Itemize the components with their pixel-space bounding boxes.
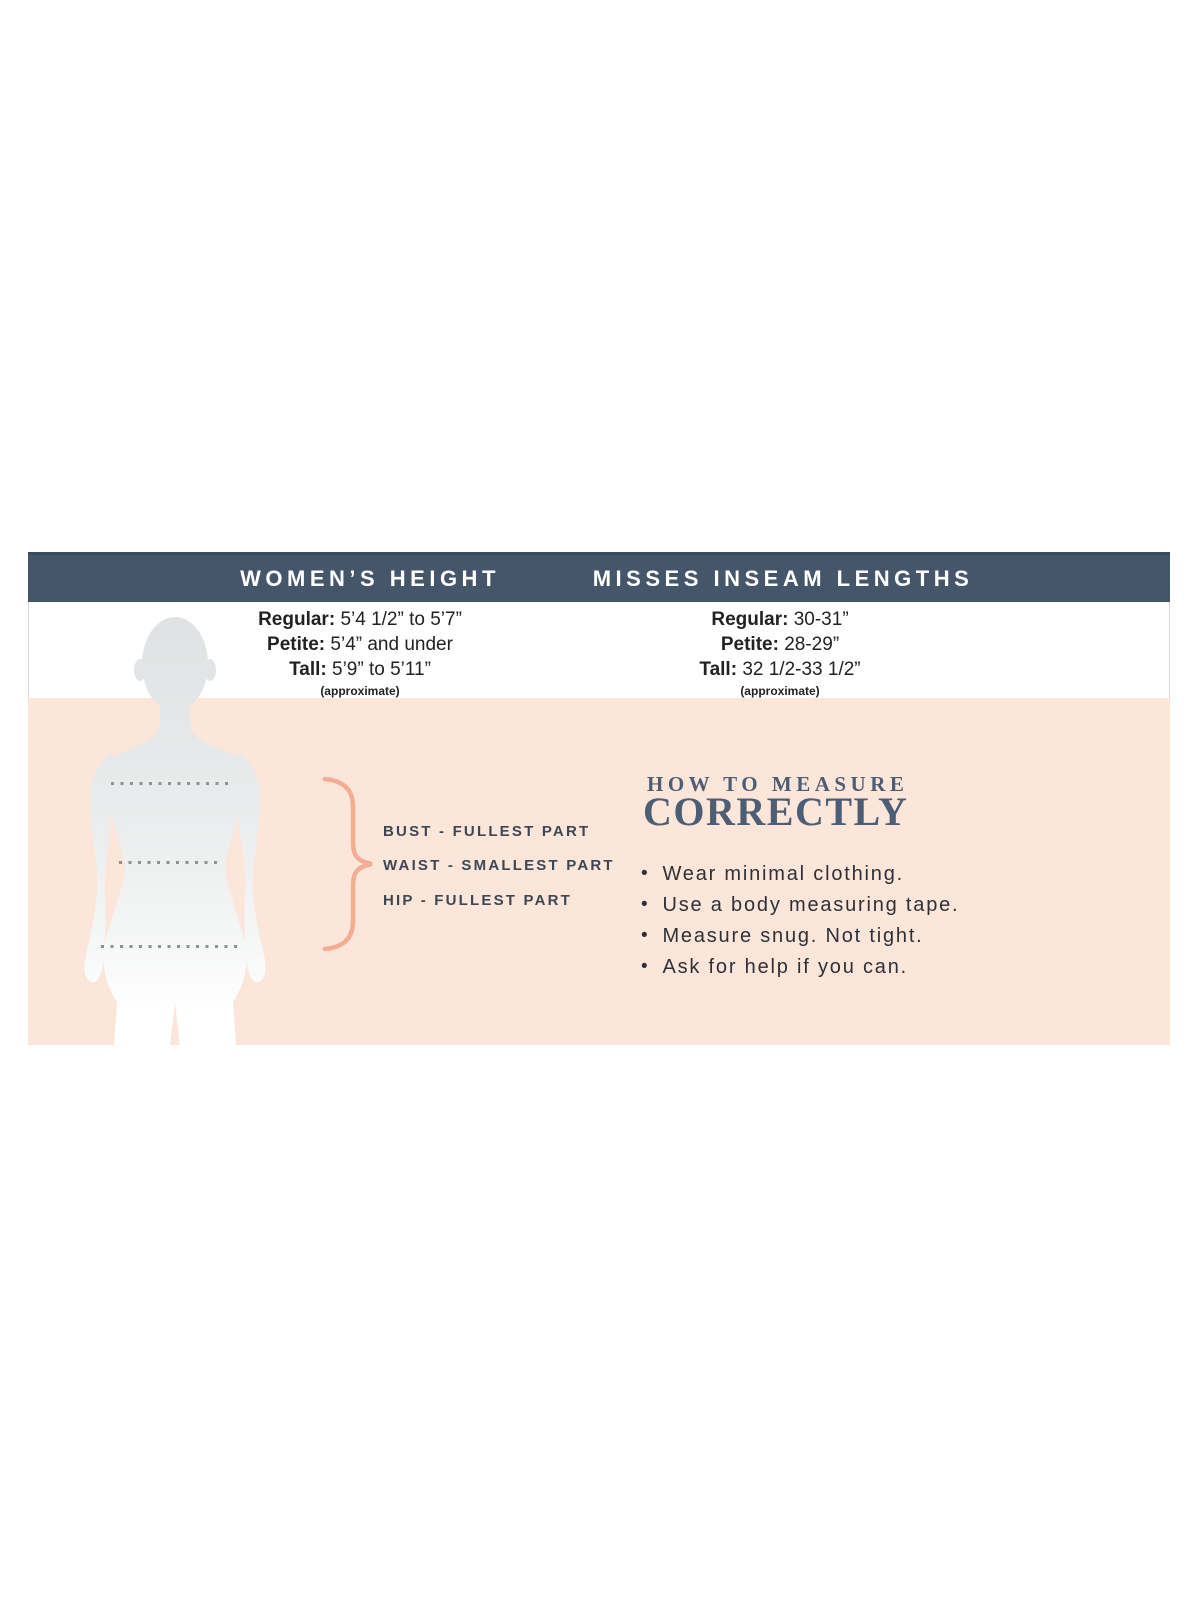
tip-text: Wear minimal clothing. (662, 863, 904, 885)
inseam-approximate-note: (approximate) (740, 684, 820, 698)
inseam-row-regular (620, 607, 940, 632)
curly-brace (300, 755, 390, 965)
list-item (641, 863, 1061, 885)
measuring-tips-list (641, 863, 1061, 987)
misses-inseam-header: MISSES INSEAM LENGTHS (592, 565, 974, 591)
how-to-measure-eyebrow: HOW TO MEASURE (647, 772, 909, 796)
list-item (641, 925, 1061, 947)
inseam-petite-value: 28-29” (784, 634, 840, 655)
misses-inseam-info (620, 607, 940, 699)
inseam-row-petite (620, 632, 940, 657)
height-approximate-note: (approximate) (320, 684, 400, 698)
height-tall-label: Tall: (289, 659, 327, 680)
female-body-silhouette (48, 610, 308, 1046)
list-item (641, 956, 1061, 978)
inseam-row-tall (620, 657, 940, 682)
inseam-petite-label: Petite: (720, 634, 779, 655)
bullet-icon: • (641, 894, 650, 915)
height-regular-value: 5’4 1/2” to 5’7” (340, 609, 462, 630)
height-regular-label: Regular: (258, 609, 336, 630)
height-petite-value: 5’4” and under (330, 634, 453, 655)
height-tall-value: 5’9” to 5’11” (332, 659, 431, 680)
torso-legs-shape (103, 688, 246, 1046)
hip-label: HIP - FULLEST PART (383, 892, 573, 909)
inseam-tall-value: 32 1/2-33 1/2” (742, 659, 861, 680)
womens-height-header: WOMEN’S HEIGHT (240, 565, 500, 591)
bullet-icon: • (641, 925, 650, 946)
tip-text: Measure snug. Not tight. (662, 925, 924, 947)
height-petite-label: Petite: (267, 634, 326, 655)
bust-label: BUST - FULLEST PART (383, 823, 591, 840)
tip-text: Ask for help if you can. (662, 956, 908, 978)
list-item (641, 894, 1061, 916)
bust-dotted-line (111, 782, 233, 785)
correctly-title: CORRECTLY (643, 789, 909, 834)
bullet-icon: • (641, 956, 650, 977)
header-bar (28, 552, 1170, 602)
waist-label: WAIST - SMALLEST PART (383, 857, 615, 874)
inseam-regular-value: 30-31” (793, 609, 849, 630)
bullet-icon: • (641, 863, 650, 884)
tip-text: Use a body measuring tape. (662, 894, 960, 916)
waist-dotted-line (119, 861, 223, 864)
hip-dotted-line (101, 945, 243, 948)
inseam-tall-label: Tall: (699, 659, 738, 680)
inseam-regular-label: Regular: (711, 609, 789, 630)
